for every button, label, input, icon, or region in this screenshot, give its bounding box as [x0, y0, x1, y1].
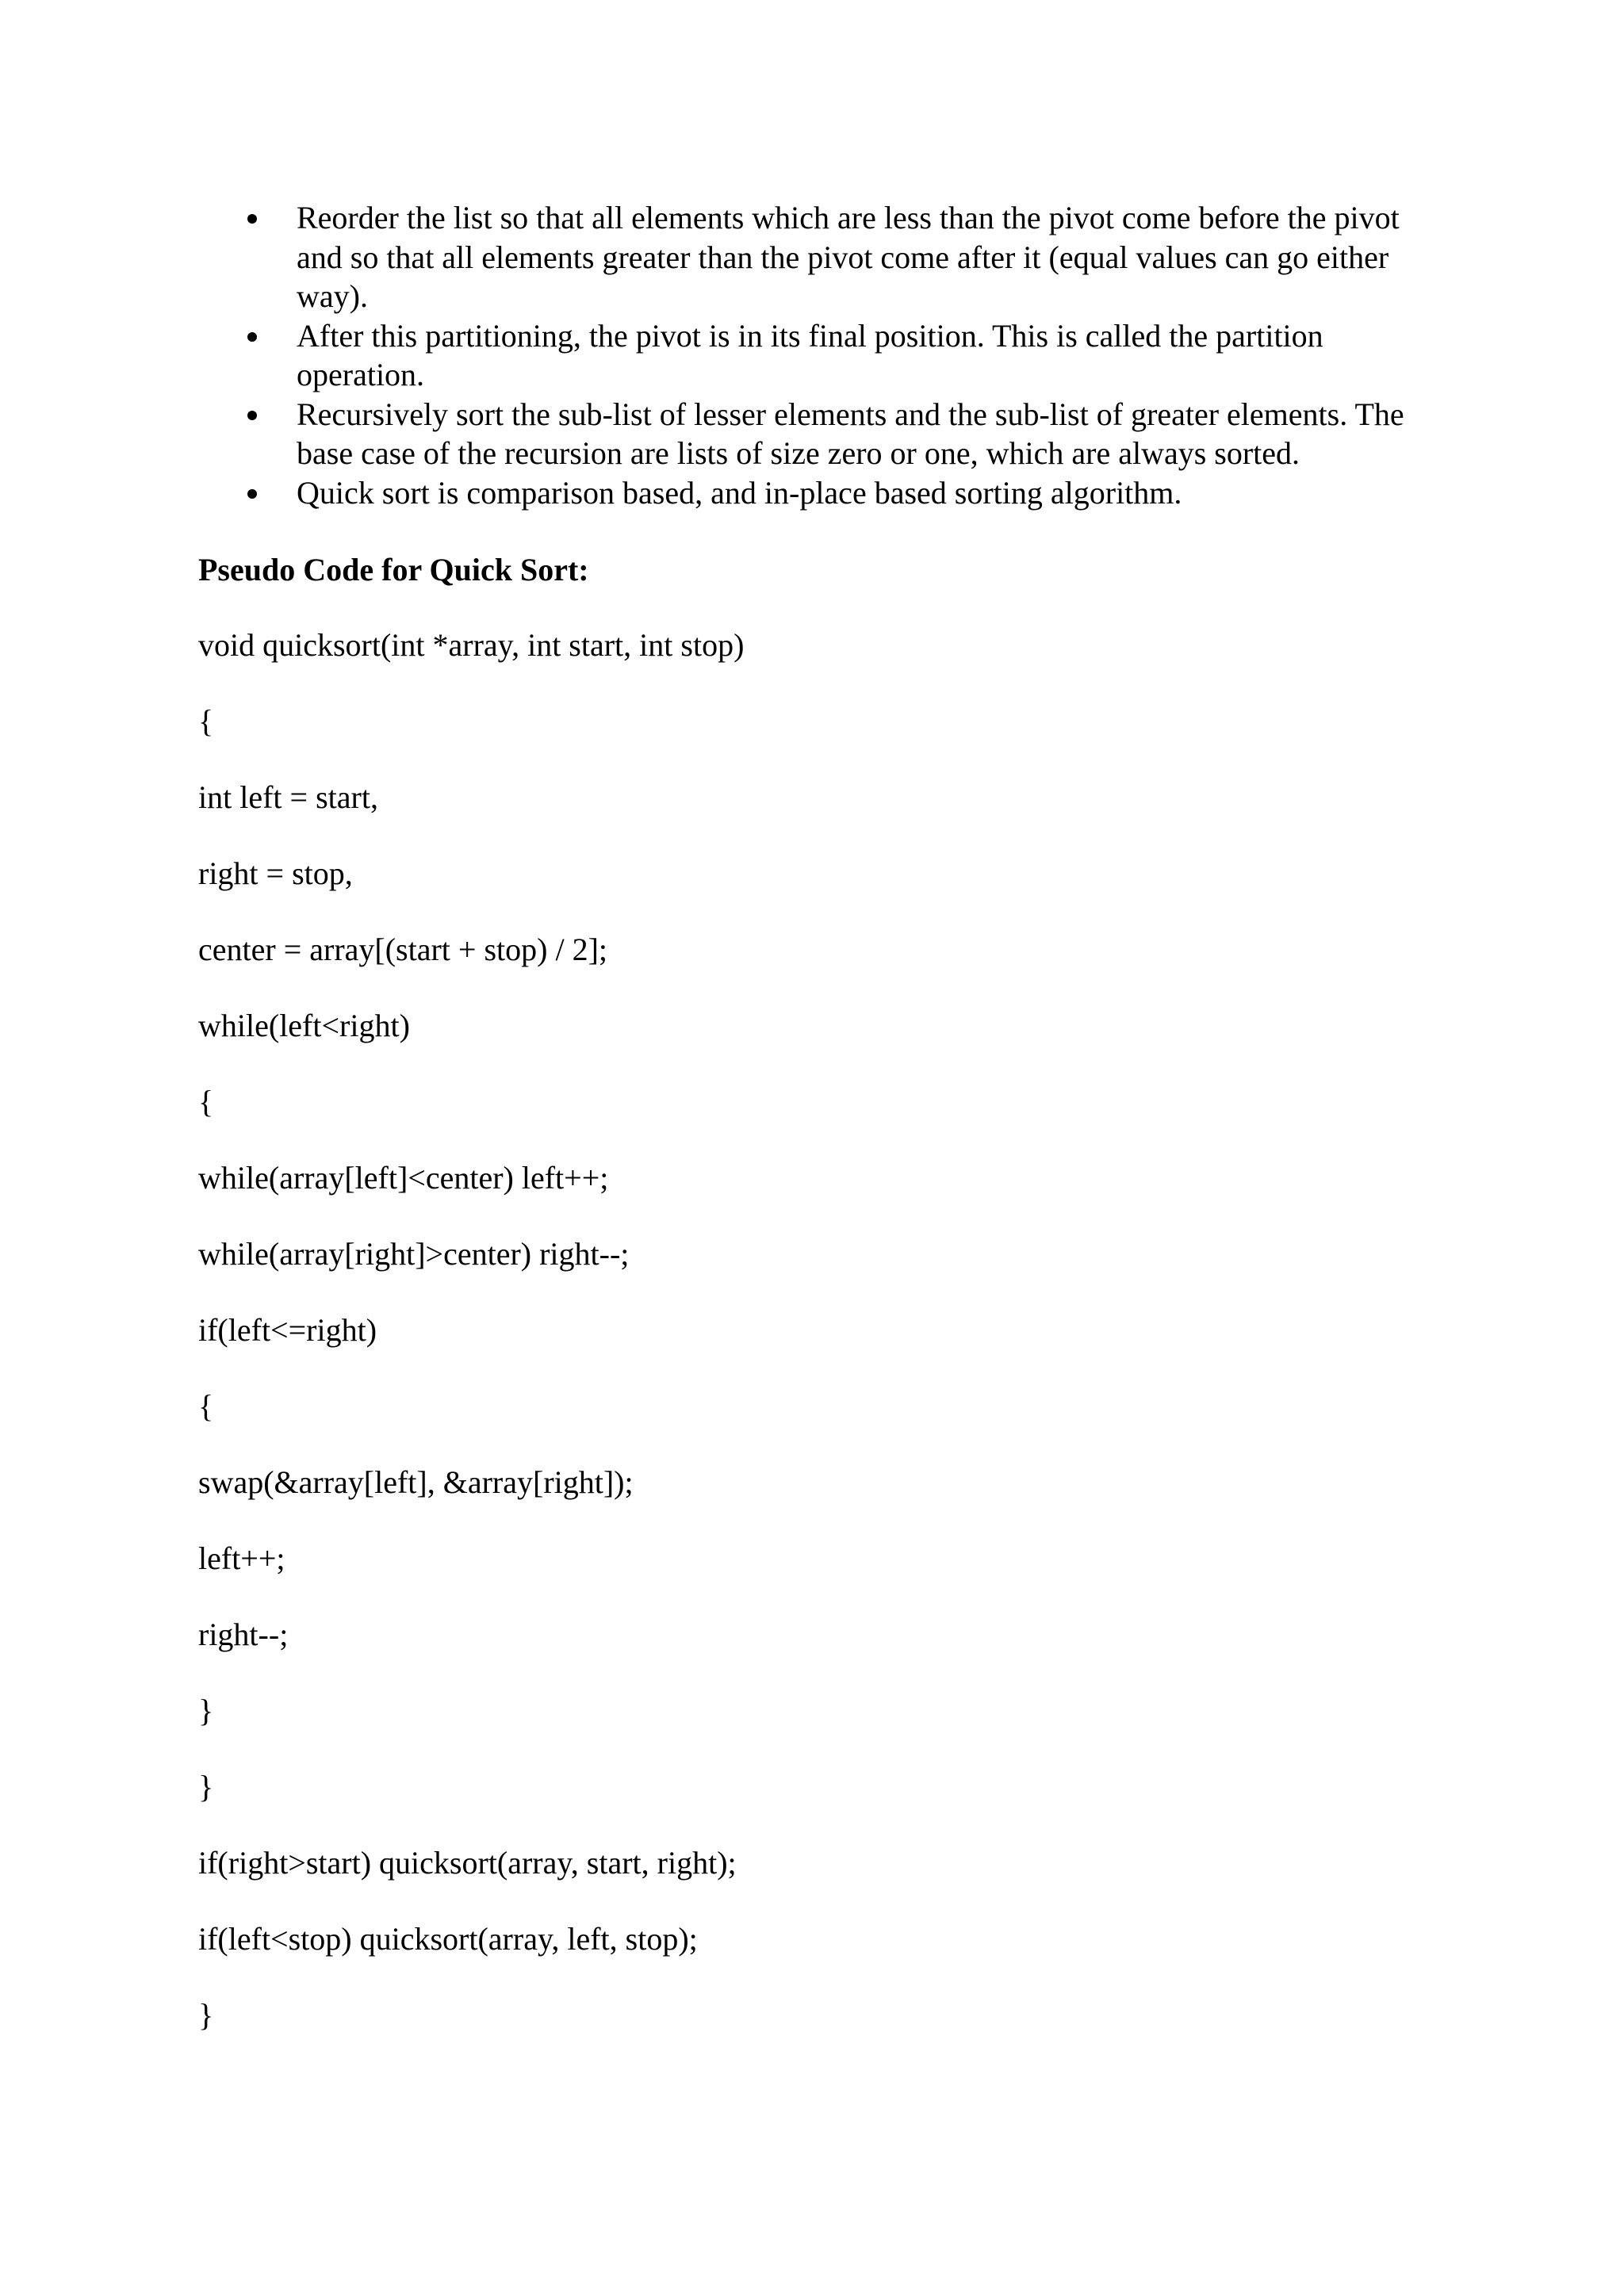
code-line: }	[198, 1769, 214, 1804]
code-line: }	[198, 1997, 214, 2033]
bullet-text: Recursively sort the sub-list of lesser elements and the sub-list of greater elements. The base case of the recursion are lists of size zero or one, which are always sorted.	[297, 396, 1404, 471]
bullet-text: Quick sort is comparison based, and in-place based sorting algorithm.	[297, 474, 1182, 511]
code-line: if(right>start) quicksort(array, start, right);	[198, 1845, 737, 1881]
code-line: if(left<=right)	[198, 1312, 377, 1348]
bullet-text: After this partitioning, the pivot is in its final position. This is called the partition operation.	[297, 317, 1323, 392]
code-line: {	[198, 1388, 214, 1424]
code-line: int left = start,	[198, 779, 378, 815]
bullet-dot-icon	[247, 214, 257, 224]
pseudo-code-block	[198, 626, 744, 2072]
code-line: while(left<right)	[198, 1008, 410, 1043]
code-line: right--;	[198, 1617, 289, 1652]
bullet-dot-icon	[247, 489, 257, 499]
code-line: void quicksort(int *array, int start, int stop)	[198, 627, 745, 663]
bullet-dot-icon	[247, 411, 257, 420]
code-line: }	[198, 1693, 214, 1728]
code-line: right = stop,	[198, 855, 353, 891]
code-line: {	[198, 703, 214, 739]
bullet-item	[198, 395, 1435, 473]
code-line: {	[198, 1084, 214, 1119]
code-line: while(array[left]<center) left++;	[198, 1160, 609, 1196]
bullet-dot-icon	[247, 332, 257, 342]
code-line: center = array[(start + stop) / 2];	[198, 932, 608, 967]
bullet-item	[198, 198, 1435, 316]
code-line: while(array[right]>center) right--;	[198, 1236, 630, 1272]
section-heading: Pseudo Code for Quick Sort:	[198, 552, 589, 587]
bullet-item	[198, 473, 1435, 513]
code-line: left++;	[198, 1540, 285, 1576]
bullet-item	[198, 316, 1435, 395]
code-line: if(left<stop) quicksort(array, left, stop);	[198, 1921, 698, 1957]
code-line: swap(&array[left], &array[right]);	[198, 1464, 634, 1500]
bullet-list	[198, 198, 1435, 512]
bullet-text: Reorder the list so that all elements which are less than the pivot come before the pivot and so that all elements greater than the pivot come after it (equal values can go either way).	[297, 200, 1400, 314]
